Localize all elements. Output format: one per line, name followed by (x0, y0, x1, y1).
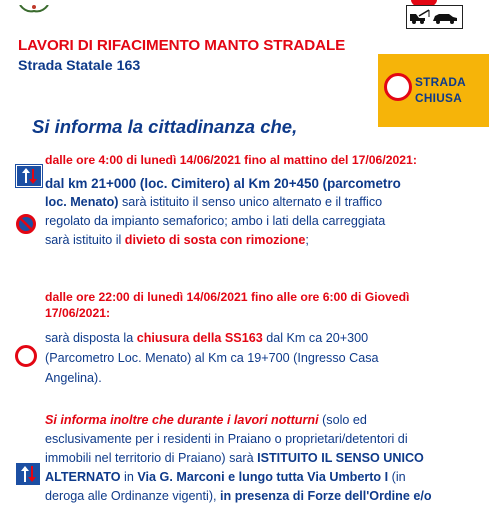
no-entry-circle-icon (384, 73, 412, 101)
section3-line3-pre: immobili nel territorio di Praiano) sarà (45, 451, 258, 465)
section3-line2: esclusivamente per i residenti in Praiano o proprietari/detentori di (45, 432, 408, 446)
section1-line2 (45, 193, 485, 212)
section1-line2-rest: sarà istituito il senso unico alternato e il traffico (118, 195, 383, 209)
section1-line1: dal km 21+000 (loc. Cimitero) al Km 20+450 (parcometro (45, 176, 401, 191)
section3-line4-bold2: Via G. Marconi e lungo tutta Via Umberto I (137, 470, 389, 484)
section3-line1-red: Si informa inoltre che durante i lavori notturni (45, 413, 319, 427)
alternating-one-way-sign-icon (16, 165, 42, 187)
section1-line4 (45, 231, 485, 250)
tow-away-icon (406, 5, 463, 29)
section1-line4-post: ; (305, 233, 309, 247)
section1-line3: regolato da impianto semaforico; ambo i lati della carreggiata (45, 214, 386, 228)
road-closed-line1: STRADA (415, 75, 466, 89)
section1-line4-pre: sarà istituito il (45, 233, 125, 247)
road-closed-label (415, 74, 466, 106)
section3-line3 (45, 449, 485, 468)
section2-heading-line2: 17/06/2021: (45, 306, 111, 320)
section3-line3-bold: ISTITUITO IL SENSO UNICO (257, 451, 424, 465)
section3-line5-bold: in presenza di Forze dell'Ordine e/o (220, 489, 432, 503)
no-parking-notice: divieto di sosta con rimozione (124, 233, 306, 247)
road-closed-sign-icon (15, 345, 37, 367)
section3-line4-bold: ALTERNATO (45, 470, 121, 484)
road-closed-line2: CHIUSA (415, 91, 463, 105)
section3-line1 (45, 411, 485, 430)
section3-line5-pre: deroga alle Ordinanze vigenti), (45, 489, 221, 503)
section3-line5 (45, 487, 485, 506)
section1-line2-bold: loc. Menato) (45, 195, 119, 209)
notice-title: LAVORI DI RIFACIMENTO MANTO STRADALE (18, 37, 346, 54)
section2-line1 (45, 329, 485, 348)
section2-line2: (Parcometro Loc. Menato) al Km ca 19+700 (Ingresso Casa (45, 351, 379, 365)
section2-line1-post: dal Km ca 20+300 (262, 331, 369, 345)
section2-line1-pre: sarà disposta la (45, 331, 137, 345)
section3-line4 (45, 468, 485, 487)
alternating-one-way-sign-icon-2 (16, 463, 40, 485)
ss163-closure-notice: chiusura della SS163 (136, 331, 263, 345)
municipal-crest-icon (18, 0, 50, 8)
notice-subtitle: Strada Statale 163 (18, 58, 141, 74)
section3-line1-rest: (solo ed (318, 413, 367, 427)
section1-heading: dalle ore 4:00 di lunedì 14/06/2021 fino al mattino del 17/06/2021: (45, 153, 417, 167)
section2-line3: Angelina). (45, 371, 102, 385)
section3-line4-mid: in (120, 470, 138, 484)
intro-text: Si informa la cittadinanza che, (32, 116, 298, 137)
section2-heading-line1: dalle ore 22:00 di lunedì 14/06/2021 fino alle ore 6:00 di Giovedì (45, 290, 410, 304)
section3-line4-post: (in (388, 470, 406, 484)
no-parking-sign-icon (16, 214, 36, 234)
